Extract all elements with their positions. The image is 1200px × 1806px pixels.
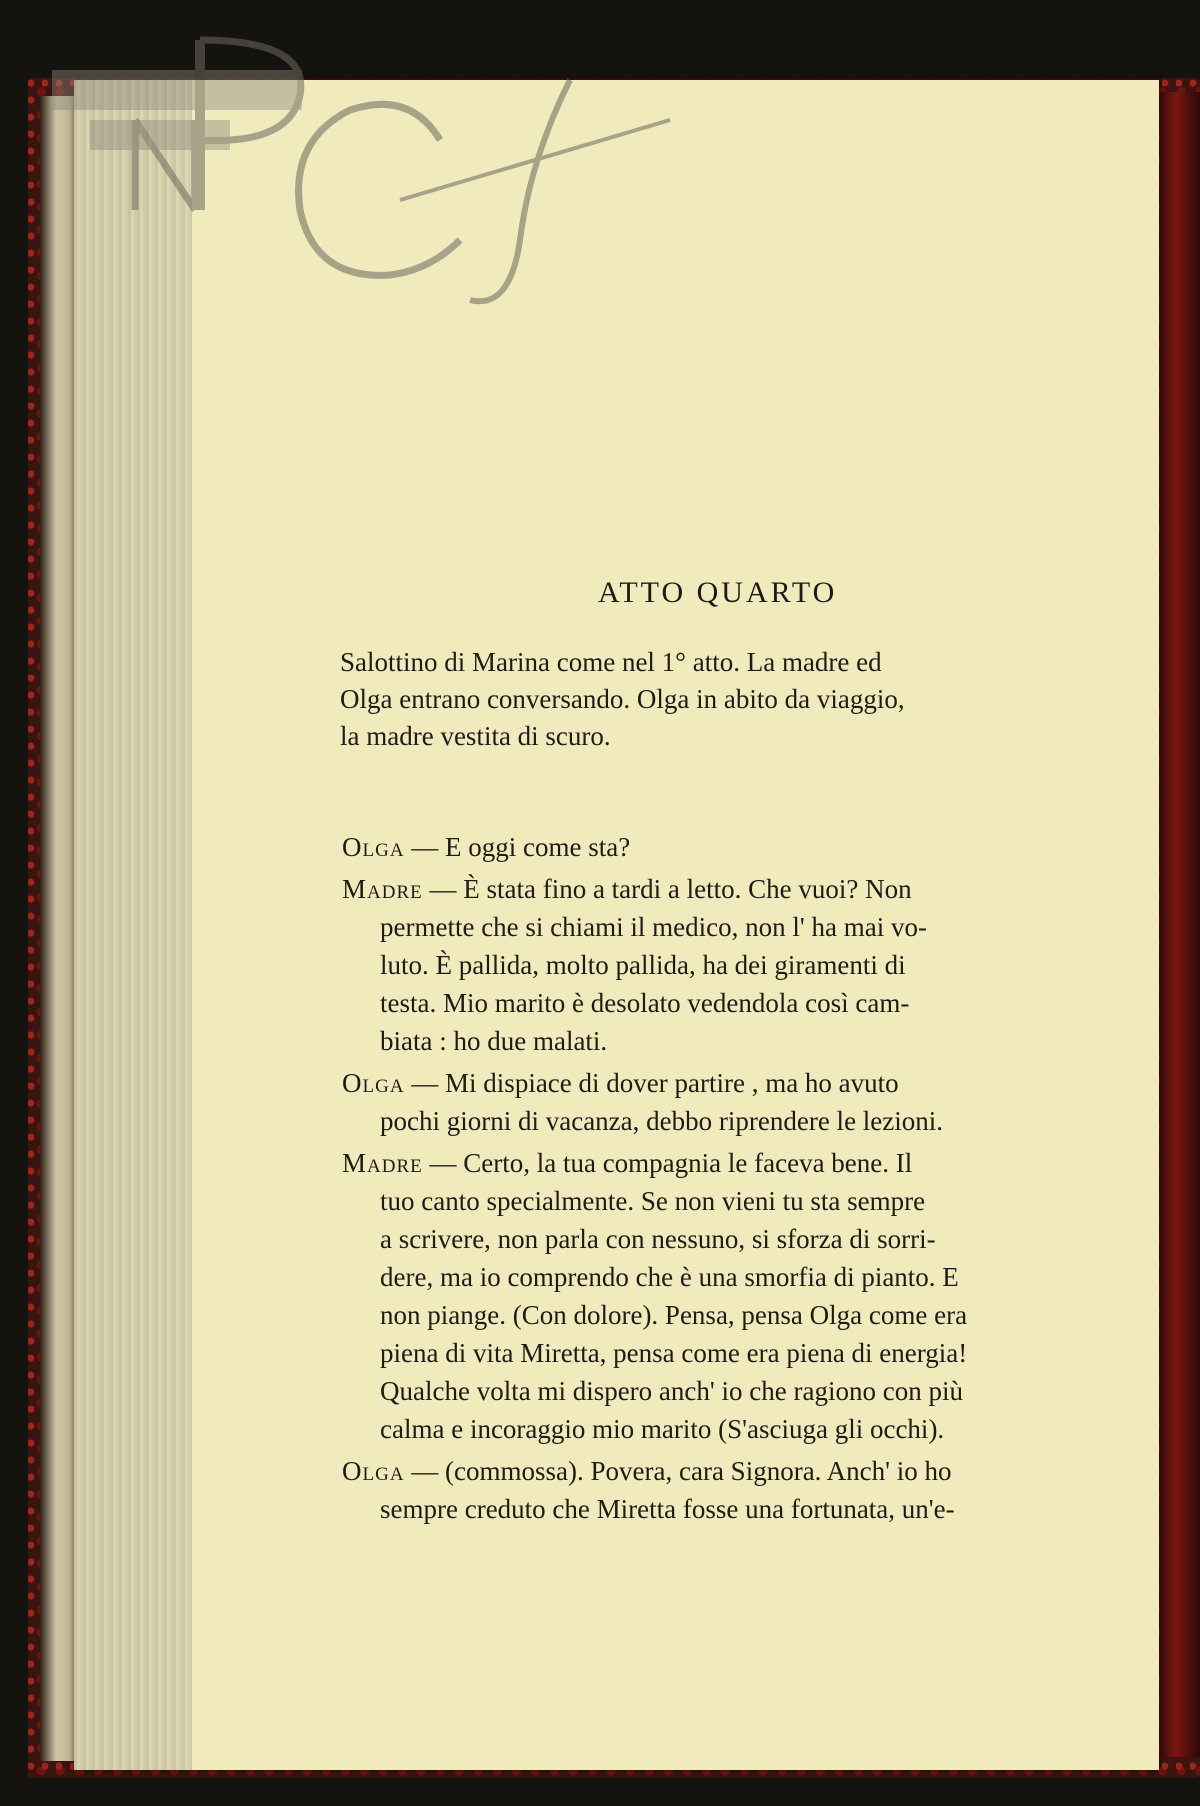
speech-text: (commossa). Povera, cara Signora. Anch' io ho	[445, 1456, 952, 1486]
stage-direction	[340, 644, 1130, 755]
dash: —	[411, 1456, 439, 1486]
speech-line: permette che si chiami il medico, non l' ha mai vo-	[380, 912, 927, 942]
speech-line	[342, 828, 1132, 866]
page-stack-edges	[74, 80, 192, 1770]
speech-olga-3	[342, 1452, 1132, 1528]
book-cover-edge-right	[1160, 92, 1200, 1757]
speech-line: dere, ma io comprendo che è una smorfia di pianto. E	[380, 1262, 959, 1292]
speech-line: piena di vita Miretta, pensa come era piena di energia!	[380, 1338, 968, 1368]
dash: —	[411, 832, 439, 862]
speech-line	[342, 1064, 1132, 1102]
speech-text: E oggi come sta?	[445, 832, 631, 862]
act-title: ATTO QUARTO	[598, 576, 838, 609]
stage-direction-line: la madre vestita di scuro.	[340, 721, 611, 751]
speech-line	[342, 1452, 1132, 1490]
stage-direction-line: Salottino di Marina come nel 1° atto. La madre ed	[340, 647, 882, 677]
speech-line: calma e incoraggio mio marito (S'asciuga gli occhi).	[380, 1414, 945, 1444]
dash: —	[429, 874, 457, 904]
speaker-name: Olga	[342, 1068, 405, 1098]
speech-line	[342, 1144, 1132, 1182]
speech-line: biata : ho due malati.	[380, 1026, 608, 1056]
speech-line: pochi giorni di vacanza, debbo riprendere le lezioni.	[380, 1106, 944, 1136]
speech-line	[342, 870, 1132, 908]
speech-line: sempre creduto che Miretta fosse una fortunata, un'e-	[380, 1494, 955, 1524]
speech-line: testa. Mio marito è desolato vedendola così cam-	[380, 988, 910, 1018]
speech-line: a scrivere, non parla con nessuno, si sforza di sorri-	[380, 1224, 936, 1254]
stage-direction-line: Olga entrano conversando. Olga in abito da viaggio,	[340, 684, 905, 714]
speaker-name: Madre	[342, 874, 423, 904]
dash: —	[411, 1068, 439, 1098]
speech-madre-1	[342, 870, 1132, 1060]
speech-line: non piange. (Con dolore). Pensa, pensa Olga come era	[380, 1300, 968, 1330]
speech-line: tuo canto specialmente. Se non vieni tu sta sempre	[380, 1186, 926, 1216]
bncf-watermark-logo	[50, 20, 690, 320]
speech-line: luto. È pallida, molto pallida, ha dei giramenti di	[380, 950, 906, 980]
speech-madre-2	[342, 1144, 1132, 1448]
speaker-name: Olga	[342, 1456, 405, 1486]
dash: —	[429, 1148, 457, 1178]
speech-olga-2	[342, 1064, 1132, 1140]
speaker-name: Madre	[342, 1148, 423, 1178]
speech-text: Mi dispiace di dover partire , ma ho avuto	[445, 1068, 899, 1098]
dialogue	[342, 828, 1132, 1532]
speech-text: È stata fino a tardi a letto. Che vuoi? Non	[463, 874, 912, 904]
speech-text: Certo, la tua compagnia le faceva bene. Il	[463, 1148, 913, 1178]
speaker-name: Olga	[342, 832, 405, 862]
speech-line: Qualche volta mi dispero anch' io che ragiono con più	[380, 1376, 963, 1406]
speech-olga-1	[342, 828, 1132, 866]
